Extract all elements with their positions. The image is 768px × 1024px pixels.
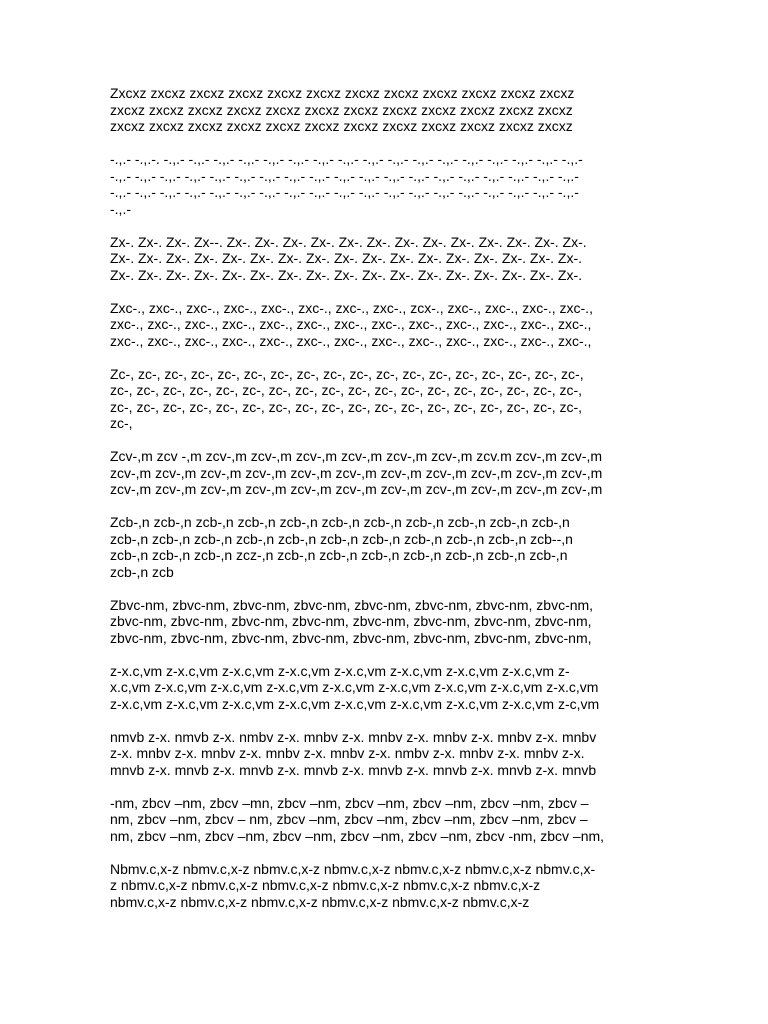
text-line: nbmv.c,x-z nbmv.c,x-z nbmv.c,x-z nbmv.c,x-z nbmv.c,x-z nbmv.c,x-z (110, 893, 530, 910)
text-line: Zx-. Zx-. Zx-. Zx-. Zx-. Zx-. Zx-. Zx-. Zx-. Zx-. Zx-. Zx-. Zx-. Zx-. Zx-. Zx-. Zx-. (110, 250, 582, 266)
text-line: -.,.- -.,.- -.,.- -.,.- -.,.- -.,.- -.,.- -.,.- -.,.- -.,.- -.,.- -.,.- -.,.- -.,.- -.,.- -.,.- -.,.- -.,.- -.,.- (110, 184, 579, 200)
text-line: Zxc-., zxc-., zxc-., zxc-., zxc-., zxc-., zxc-., zxc-., zcx-., zxc-., zxc-., zxc-., zxc-., (110, 299, 593, 316)
text-line: zcb-,n zcb-,n zcb-,n zcz-,n zcb-,n zcb-,n zcb-,n zcb-,n zcb-,n zcb-,n zcb-,n (110, 547, 568, 563)
text-line: nmvb z-x. nmvb z-x. nmbv z-x. mnbv z-x. mnbv z-x. mnbv z-x. mnbv z-x. mnbv (110, 728, 597, 745)
text-line: z-x.c,vm z-x.c,vm z-x.c,vm z-x.c,vm z-x.c,vm z-x.c,vm z-x.c,vm z-x.c,vm z- (110, 662, 570, 679)
text-line: Zbvc-nm, zbvc-nm, zbvc-nm, zbvc-nm, zbvc-nm, zbvc-nm, zbvc-nm, zbvc-nm, (110, 596, 594, 613)
paragraph-zcb (110, 514, 658, 580)
text-line: -.,.- (110, 200, 131, 217)
paragraph-zxcxz (110, 85, 658, 135)
text-line: nm, zbcv –nm, zbcv – nm, zbcv –nm, zbcv –nm, zbcv –nm, zbcv –nm, zbcv – (110, 811, 588, 827)
text-line: zxc-., zxc-., zxc-., zxc-., zxc-., zxc-., zxc-., zxc-., zxc-., zxc-., zxc-., zxc-., zxc-., (110, 332, 592, 349)
paragraph-zx (110, 234, 658, 284)
text-line: Zc-, zc-, zc-, zc-, zc-, zc-, zc-, zc-, zc-, zc-, zc-, zc-, zc-, zc-, zc-, zc-, zc-, zc-, (110, 365, 584, 382)
text-line: z nbmv.c,x-z nbmv.c,x-z nbmv.c,x-z nbmv.c,x-z nbmv.c,x-z nbmv.c,x-z (110, 877, 541, 893)
text-line: Zcv-,m zcv -,m zcv-,m zcv-,m zcv-,m zcv-,m zcv-,m zcv-,m zcv.m zcv-,m zcv-,m (110, 448, 602, 464)
text-line: Zcb-,n zcb-,n zcb-,n zcb-,n zcb-,n zcb-,n zcb-,n zcb-,n zcb-,n zcb-,n zcb-,n (110, 514, 570, 530)
text-line: zcv-,m zcv-,m zcv-,m zcv-,m zcv-,m zcv-,m zcv-,m zcv-,m zcv-,m zcv-,m zcv-,m (110, 481, 603, 497)
text-line: zxc-., zxc-., zxc-., zxc-., zxc-., zxc-., zxc-., zxc-., zxc-., zxc-., zxc-., zxc-., zxc-., (110, 316, 592, 332)
text-line: zbvc-nm, zbvc-nm, zbvc-nm, zbvc-nm, zbvc-nm, zbvc-nm, zbvc-nm, zbvc-nm, (110, 629, 592, 646)
text-line: zxcxz zxcxz zxcxz zxcxz zxcxz zxcxz zxcxz zxcxz zxcxz zxcxz zxcxz zxcxz (110, 118, 573, 134)
text-line: Zx-. Zx-. Zx-. Zx-. Zx-. Zx-. Zx-. Zx-. Zx-. Zx-. Zx-. Zx-. Zx-. Zx-. Zx-. Zx-. Zx-. (110, 266, 582, 283)
paragraph-zxcvm (110, 663, 658, 713)
paragraph-nbmv (110, 861, 658, 911)
document-body (110, 85, 658, 927)
paragraph-zcv (110, 448, 658, 498)
text-line: Zxcxz zxcxz zxcxz zxcxz zxcxz zxcxz zxcxz zxcxz zxcxz zxcxz zxcxz zxcxz (110, 85, 575, 101)
text-line: nm, zbcv –nm, zbcv –nm, zbcv –nm, zbcv –nm, zbcv –nm, zbcv -nm, zbcv –nm, (110, 827, 605, 844)
text-line: zc-, (110, 415, 133, 431)
text-line: -nm, zbcv –nm, zbcv –mn, zbcv –nm, zbcv –nm, zbcv –nm, zbcv –nm, zbcv – (110, 794, 589, 811)
text-line: -.,.- -.,.-. -.,.- -.,.- -.,.- -.,.- -.,.- -.,.- -.,.- -.,.- -.,.- -.,.- -.,.- -.,.- -.,.- -.,.- -.,.- -.,.- -.,.- (110, 151, 583, 167)
text-line: zc-, zc-, zc-, zc-, zc-, zc-, zc-, zc-, zc-, zc-, zc-, zc-, zc-, zc-, zc-, zc-, zc-, zc-, (110, 382, 583, 398)
paragraph-zbcv (110, 795, 658, 845)
text-line: x.c,vm z-x.c,vm z-x.c,vm z-x.c,vm z-x.c,vm z-x.c,vm z-x.c,vm z-x.c,vm z-x.c,vm (110, 679, 599, 695)
text-line: zc-, zc-, zc-, zc-, zc-, zc-, zc-, zc-, zc-, zc-, zc-, zc-, zc-, zc-, zc-, zc-, zc-, zc-, (110, 398, 583, 415)
paragraph-punctuation (110, 151, 658, 217)
text-line: zcv-,m zcv-,m zcv-,m zcv-,m zcv-,m zcv-,m zcv-,m zcv-,m zcv-,m zcv-,m zcv-,m (110, 464, 603, 481)
paragraph-zxc (110, 300, 658, 350)
text-line: zcb-,n zcb-,n zcb-,n zcb-,n zcb-,n zcb-,n zcb-,n zcb-,n zcb-,n zcb-,n zcb--,n (110, 530, 573, 547)
text-line: mnvb z-x. mnvb z-x. mnvb z-x. mnvb z-x. mnvb z-x. mnvb z-x. mnvb z-x. mnvb (110, 761, 597, 778)
text-line: zbvc-nm, zbvc-nm, zbvc-nm, zbvc-nm, zbvc-nm, zbvc-nm, zbvc-nm, zbvc-nm, (110, 613, 592, 629)
text-line: z-x. mnbv z-x. mnbv z-x. mnbv z-x. mnbv z-x. nmbv z-x. mnbv z-x. mnbv z-x. (110, 745, 585, 761)
text-line: Zx-. Zx-. Zx-. Zx--. Zx-. Zx-. Zx-. Zx-. Zx-. Zx-. Zx-. Zx-. Zx-. Zx-. Zx-. Zx-. Zx-. (110, 233, 587, 250)
paragraph-mnbv (110, 729, 658, 779)
text-line: -.,.- -.,.- -.,.- -.,.- -.,.- -.,.- -.,.- -.,.- -.,.- -.,.- -.,.- -.,.- -.,.- -.,.- -.,.- -.,.- -.,.- -.,.- -.,.- (110, 167, 579, 184)
text-line: z-x.c,vm z-x.c,vm z-x.c,vm z-x.c,vm z-x.c,vm z-x.c,vm z-x.c,vm z-x.c,vm z-c,vm (110, 695, 600, 712)
paragraph-zc (110, 366, 658, 432)
text-line: zcb-,n zcb (110, 563, 174, 580)
paragraph-zbvc (110, 597, 658, 647)
text-line: zxcxz zxcxz zxcxz zxcxz zxcxz zxcxz zxcxz zxcxz zxcxz zxcxz zxcxz zxcxz (110, 101, 573, 118)
text-line: Nbmv.c,x-z nbmv.c,x-z nbmv.c,x-z nbmv.c,x-z nbmv.c,x-z nbmv.c,x-z nbmv.c,x- (110, 860, 596, 877)
